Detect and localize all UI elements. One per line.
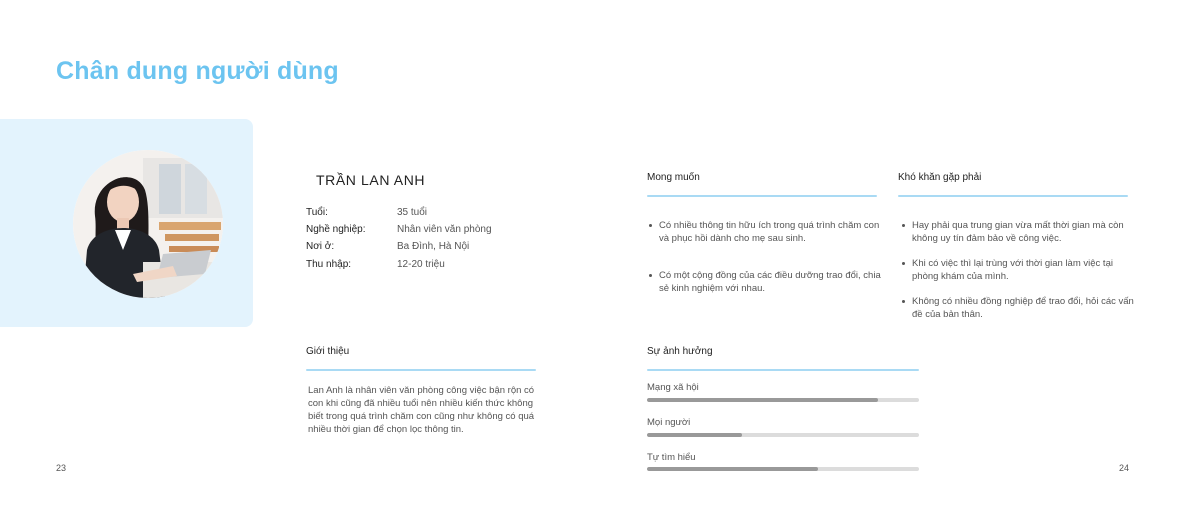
difficulty-item: Hay phải qua trung gian vừa mất thời gian mà còn không uy tín đảm bảo về công việc.	[900, 219, 1135, 245]
desires-heading: Mong muốn	[647, 172, 700, 183]
difficulties-heading: Khó khăn gặp phải	[898, 172, 982, 183]
persona-photo-illustration	[73, 150, 223, 298]
influence-heading: Sự ảnh hưởng	[647, 346, 713, 357]
intro-heading: Giới thiệu	[306, 346, 350, 357]
influence-bar-fill	[647, 467, 818, 471]
difficulties-rule	[898, 195, 1128, 197]
influence-label: Mạng xã hội	[647, 382, 699, 393]
intro-rule	[306, 369, 536, 371]
page-title: Chân dung người dùng	[56, 57, 339, 85]
influence-bar-fill	[647, 433, 742, 437]
persona-avatar	[73, 150, 223, 298]
difficulty-item: Khi có việc thì lại trùng với thời gian làm việc tại phòng khám của mình.	[900, 257, 1135, 283]
influence-rule	[647, 369, 919, 371]
influence-bar-fill	[647, 398, 878, 402]
intro-text: Lan Anh là nhân viên văn phòng công việc bận rộn có con khi cũng đã nhiều tuổi nên nhiều kiến thức không biết trong quá trình chăm con cũng như không có quá nhiều thời gian để chọn lọc thông tin.	[308, 385, 535, 435]
page-number-left: 23	[56, 463, 67, 473]
info-label: Tuổi:	[306, 207, 328, 218]
info-label: Nơi ở:	[306, 241, 335, 252]
influence-label: Tự tìm hiểu	[647, 452, 696, 463]
influence-bar-track	[647, 398, 919, 402]
desires-rule	[647, 195, 877, 197]
influence-bar-track	[647, 467, 919, 471]
desire-item: Có một cộng đồng của các điều dưỡng trao đổi, chia sẻ kinh nghiệm với nhau.	[647, 269, 882, 295]
info-value: Ba Đình, Hà Nội	[397, 241, 470, 252]
persona-name: TRẦN LAN ANH	[316, 172, 426, 188]
info-value: Nhân viên văn phòng	[397, 224, 492, 235]
difficulty-item: Không có nhiều đồng nghiệp để trao đổi, hỏi các vấn đề của bản thân.	[900, 295, 1135, 321]
page-number-right: 24	[1119, 463, 1130, 473]
desire-item: Có nhiều thông tin hữu ích trong quá trình chăm con và phục hồi dành cho mẹ sau sinh.	[647, 219, 882, 245]
info-value: 12-20 triệu	[397, 259, 445, 270]
info-value: 35 tuổi	[397, 207, 428, 218]
info-label: Nghề nghiệp:	[306, 224, 366, 235]
info-label: Thu nhập:	[306, 259, 352, 270]
influence-bar-track	[647, 433, 919, 437]
influence-label: Mọi người	[647, 417, 691, 428]
